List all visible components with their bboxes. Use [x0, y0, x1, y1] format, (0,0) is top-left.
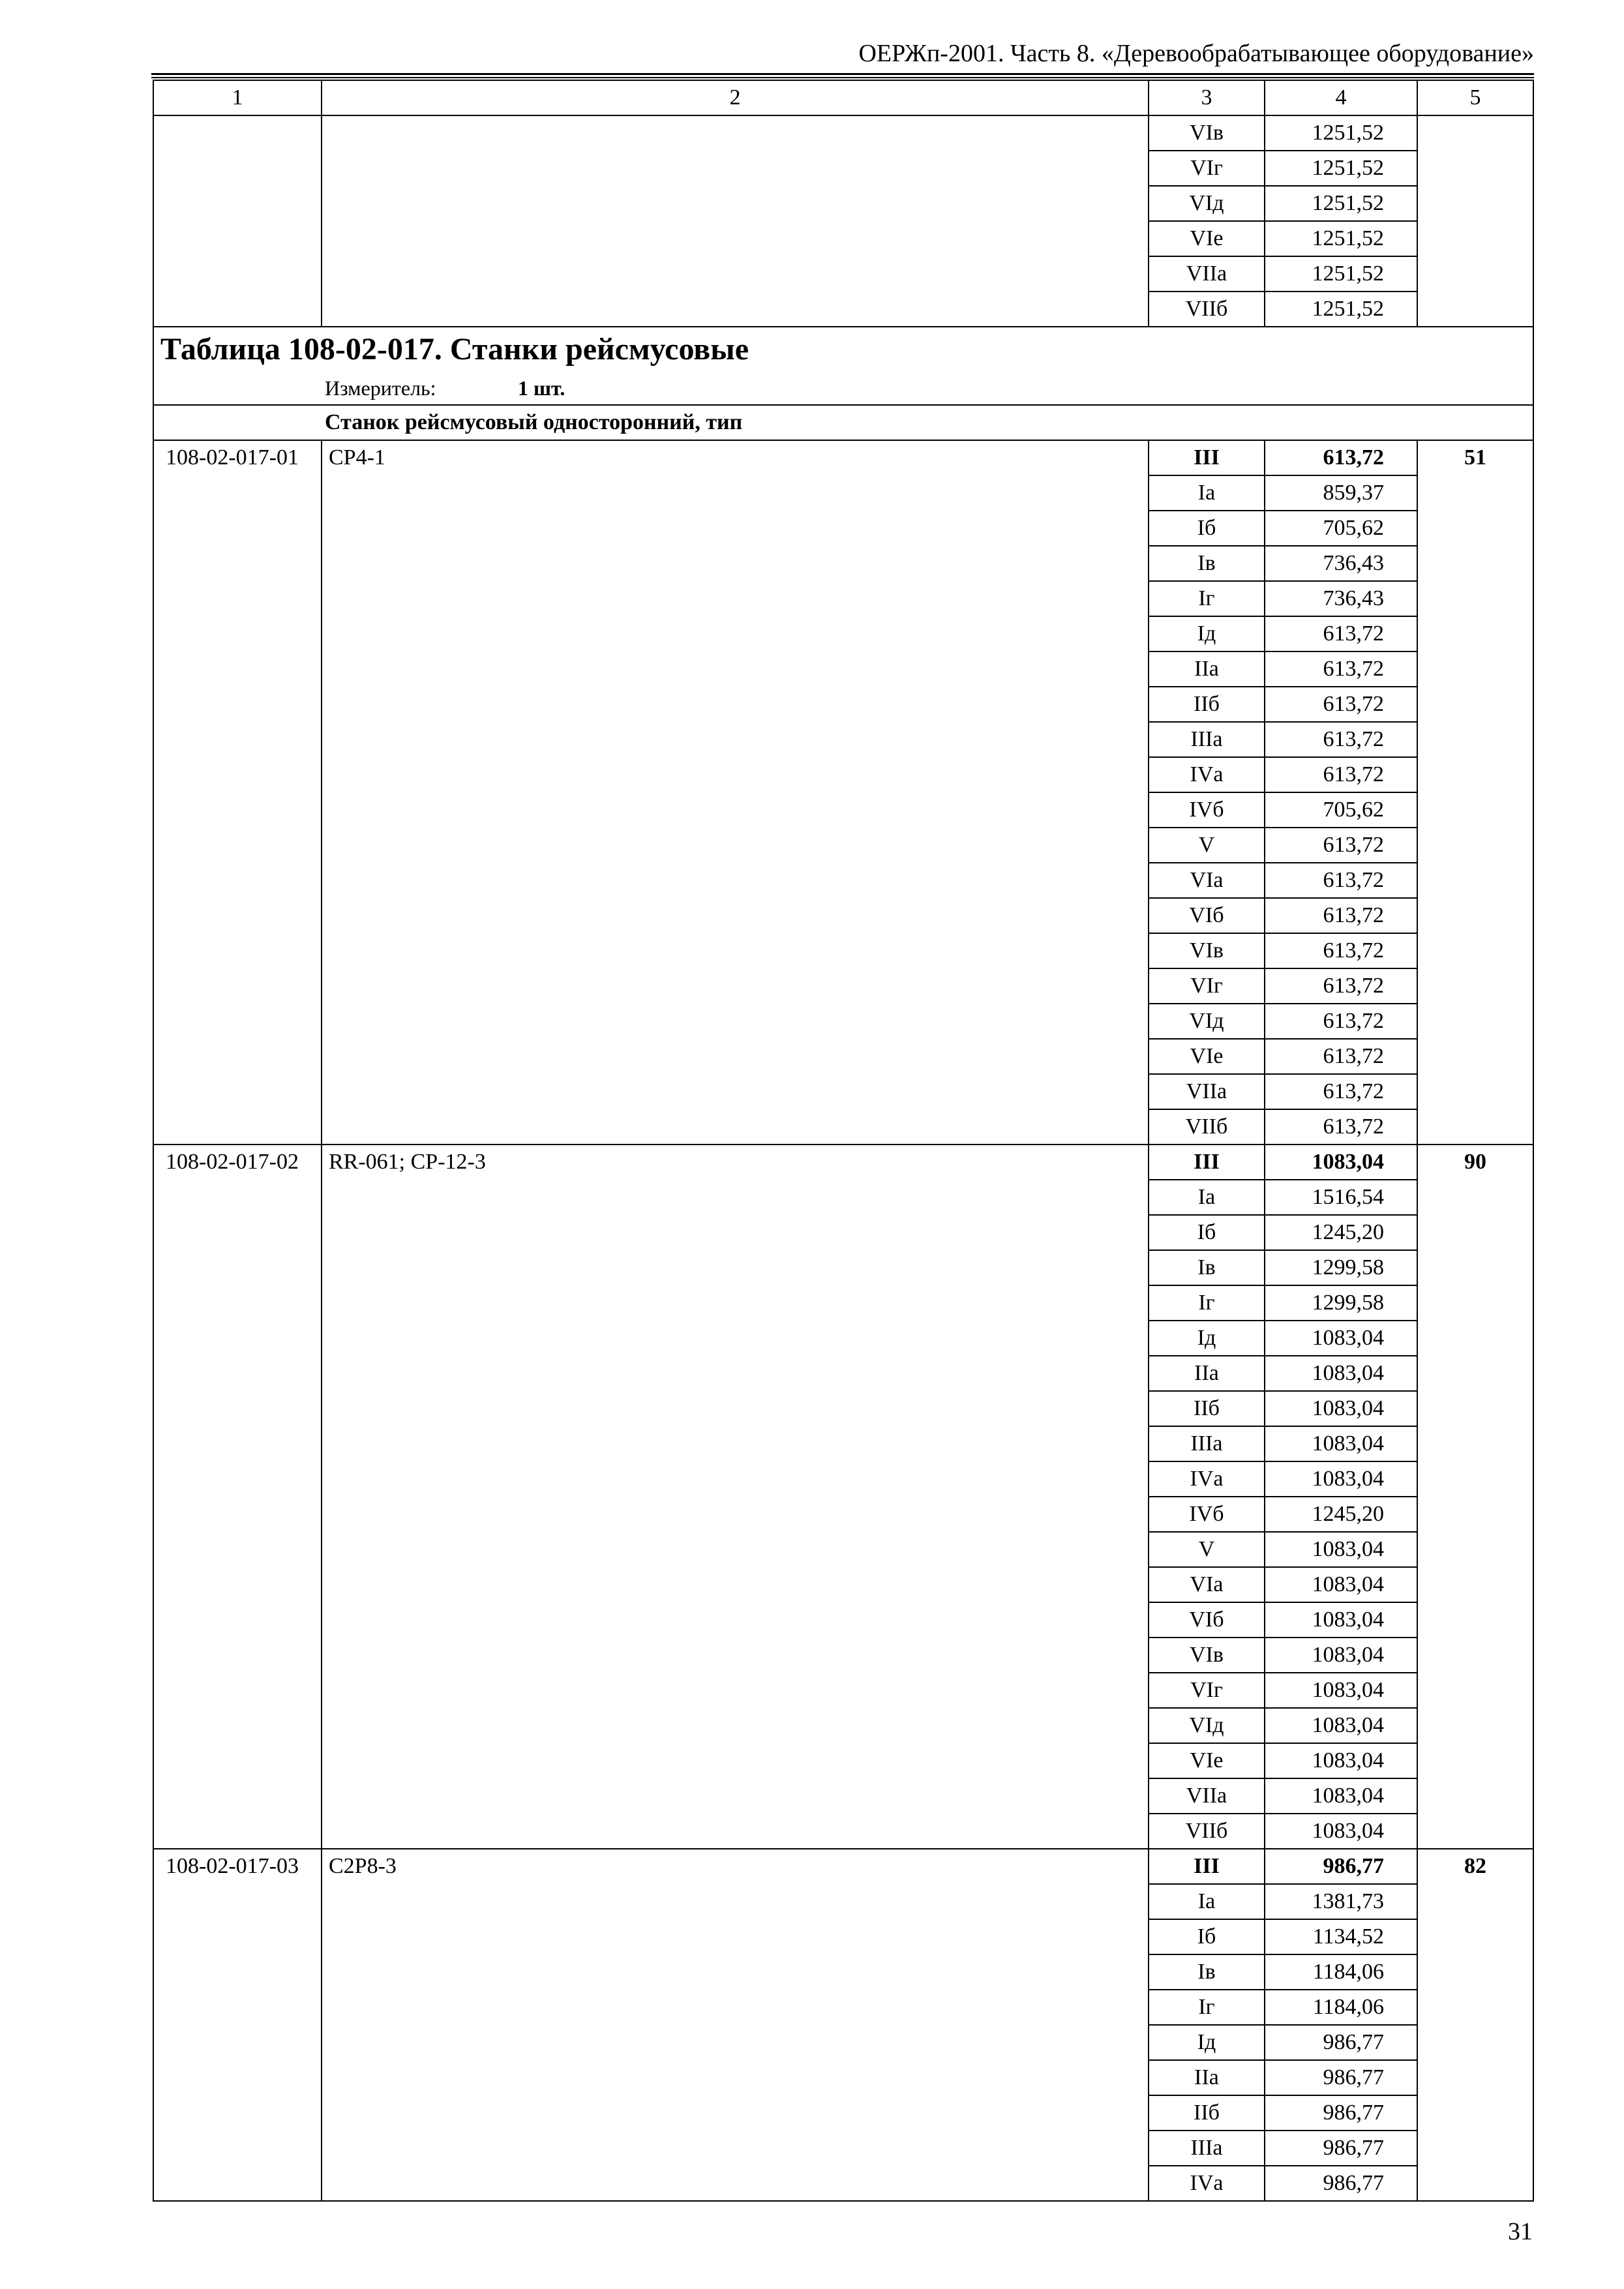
price-cell: 705,62: [1265, 511, 1417, 546]
meter-label: Измеритель:: [325, 376, 436, 400]
zone-cell: VIг: [1149, 151, 1265, 186]
price-cell: 613,72: [1265, 1074, 1417, 1109]
zone-cell: IVа: [1149, 2166, 1265, 2201]
col5-cell: [1417, 115, 1533, 327]
price-cell: 1083,04: [1265, 1356, 1417, 1391]
price-cell: 986,77: [1265, 2166, 1417, 2201]
item-code: 108-02-017-01: [153, 440, 322, 1144]
item-col5: 90: [1417, 1144, 1533, 1849]
zone-cell: VIб: [1149, 898, 1265, 933]
column-number: 3: [1149, 80, 1265, 115]
price-cell: 613,72: [1265, 1039, 1417, 1074]
price-cell: 1245,20: [1265, 1215, 1417, 1250]
zone-cell: VIд: [1149, 186, 1265, 221]
zone-cell: III: [1149, 440, 1265, 475]
zone-cell: IVб: [1149, 1497, 1265, 1532]
price-cell: 1083,04: [1265, 1743, 1417, 1778]
table-row: [153, 1144, 1533, 1180]
zone-cell: Iа: [1149, 1884, 1265, 1919]
zone-cell: VIв: [1149, 115, 1265, 151]
zone-cell: IIIа: [1149, 1426, 1265, 1461]
price-cell: 613,72: [1265, 651, 1417, 687]
zone-cell: VIв: [1149, 933, 1265, 968]
zone-cell: VIд: [1149, 1708, 1265, 1743]
price-cell: 613,72: [1265, 440, 1417, 475]
price-cell: 736,43: [1265, 546, 1417, 581]
price-cell: 859,37: [1265, 475, 1417, 511]
price-cell: 986,77: [1265, 1849, 1417, 1884]
price-cell: 613,72: [1265, 898, 1417, 933]
price-cell: 1083,04: [1265, 1321, 1417, 1356]
price-cell: 613,72: [1265, 1109, 1417, 1144]
price-cell: 1251,52: [1265, 256, 1417, 292]
price-table: [153, 80, 1534, 2202]
zone-cell: VIIб: [1149, 1109, 1265, 1144]
price-cell: 613,72: [1265, 968, 1417, 1004]
column-number-row: [153, 80, 1533, 115]
item-code: 108-02-017-02: [153, 1144, 322, 1849]
item-name: С2Р8-3: [322, 1849, 1149, 2201]
table-row: [153, 1849, 1533, 1884]
zone-cell: IIб: [1149, 1391, 1265, 1426]
zone-cell: VIIб: [1149, 292, 1265, 327]
zone-cell: Iд: [1149, 2025, 1265, 2060]
zone-cell: VIа: [1149, 863, 1265, 898]
table-title: Таблица 108-02-017. Станки рейсмусовые: [160, 332, 749, 367]
zone-cell: VIв: [1149, 1638, 1265, 1673]
zone-cell: Iв: [1149, 1954, 1265, 1990]
price-cell: 613,72: [1265, 722, 1417, 757]
zone-cell: IIIа: [1149, 2131, 1265, 2166]
page-number: 31: [1508, 2218, 1533, 2245]
price-cell: 1083,04: [1265, 1602, 1417, 1638]
zone-cell: Iб: [1149, 1215, 1265, 1250]
price-cell: 613,72: [1265, 687, 1417, 722]
table-row: [153, 115, 1533, 151]
price-cell: 1299,58: [1265, 1285, 1417, 1321]
price-cell: 613,72: [1265, 616, 1417, 651]
zone-cell: Iг: [1149, 1285, 1265, 1321]
zone-cell: VIIа: [1149, 256, 1265, 292]
price-cell: 1083,04: [1265, 1426, 1417, 1461]
zone-cell: III: [1149, 1849, 1265, 1884]
zone-cell: VIе: [1149, 1039, 1265, 1074]
zone-cell: IIа: [1149, 1356, 1265, 1391]
column-number: 2: [322, 80, 1149, 115]
price-cell: 1184,06: [1265, 1954, 1417, 1990]
price-cell: 705,62: [1265, 792, 1417, 828]
price-cell: 1184,06: [1265, 1990, 1417, 2025]
price-cell: 613,72: [1265, 933, 1417, 968]
zone-cell: Iв: [1149, 1250, 1265, 1285]
item-col5: 82: [1417, 1849, 1533, 2201]
zone-cell: VIе: [1149, 221, 1265, 256]
group-heading: Станок рейсмусовый односторонний, тип: [153, 405, 1533, 440]
zone-cell: IVб: [1149, 792, 1265, 828]
zone-cell: VIб: [1149, 1602, 1265, 1638]
zone-cell: Iб: [1149, 511, 1265, 546]
table-row: [153, 440, 1533, 475]
price-cell: 1083,04: [1265, 1814, 1417, 1849]
price-cell: 1516,54: [1265, 1180, 1417, 1215]
item-name: RR-061; СР-12-3: [322, 1144, 1149, 1849]
price-cell: 986,77: [1265, 2095, 1417, 2131]
table-title-cell: [153, 327, 1533, 405]
running-header: ОЕРЖп-2001. Часть 8. «Деревообрабатывающее оборудование»: [858, 40, 1534, 67]
zone-cell: IIа: [1149, 651, 1265, 687]
price-cell: 1381,73: [1265, 1884, 1417, 1919]
zone-cell: VIе: [1149, 1743, 1265, 1778]
price-table-body: [153, 80, 1533, 2201]
price-cell: 1251,52: [1265, 115, 1417, 151]
zone-cell: Iд: [1149, 616, 1265, 651]
zone-cell: V: [1149, 828, 1265, 863]
price-cell: 1251,52: [1265, 221, 1417, 256]
zone-cell: IIб: [1149, 2095, 1265, 2131]
table-title-row: [153, 327, 1533, 405]
zone-cell: Iд: [1149, 1321, 1265, 1356]
zone-cell: Iа: [1149, 475, 1265, 511]
price-cell: 736,43: [1265, 581, 1417, 616]
item-name: СР4-1: [322, 440, 1149, 1144]
price-cell: 1083,04: [1265, 1144, 1417, 1180]
price-cell: 1251,52: [1265, 151, 1417, 186]
price-cell: 1083,04: [1265, 1532, 1417, 1567]
zone-cell: VIг: [1149, 968, 1265, 1004]
price-cell: 1083,04: [1265, 1567, 1417, 1602]
price-cell: 1299,58: [1265, 1250, 1417, 1285]
column-number: 5: [1417, 80, 1533, 115]
price-cell: 1083,04: [1265, 1673, 1417, 1708]
zone-cell: VIа: [1149, 1567, 1265, 1602]
header-rule-thin: [151, 77, 1534, 78]
group-heading-row: [153, 405, 1533, 440]
price-cell: 613,72: [1265, 828, 1417, 863]
price-cell: 613,72: [1265, 1004, 1417, 1039]
zone-cell: VIг: [1149, 1673, 1265, 1708]
item-code: 108-02-017-03: [153, 1849, 322, 2201]
price-cell: 1083,04: [1265, 1708, 1417, 1743]
zone-cell: Iб: [1149, 1919, 1265, 1954]
code-cell: [153, 115, 322, 327]
price-cell: 1245,20: [1265, 1497, 1417, 1532]
header-rule: [151, 73, 1534, 75]
zone-cell: Iа: [1149, 1180, 1265, 1215]
zone-cell: Iв: [1149, 546, 1265, 581]
price-cell: 986,77: [1265, 2060, 1417, 2095]
price-cell: 1083,04: [1265, 1391, 1417, 1426]
zone-cell: Iг: [1149, 581, 1265, 616]
zone-cell: IVа: [1149, 1461, 1265, 1497]
zone-cell: IIб: [1149, 687, 1265, 722]
price-cell: 1083,04: [1265, 1778, 1417, 1814]
price-cell: 1251,52: [1265, 186, 1417, 221]
zone-cell: IIIа: [1149, 722, 1265, 757]
price-cell: 1134,52: [1265, 1919, 1417, 1954]
column-number: 1: [153, 80, 322, 115]
price-cell: 986,77: [1265, 2025, 1417, 2060]
price-cell: 1083,04: [1265, 1461, 1417, 1497]
zone-cell: IIа: [1149, 2060, 1265, 2095]
zone-cell: III: [1149, 1144, 1265, 1180]
column-number: 4: [1265, 80, 1417, 115]
price-cell: 613,72: [1265, 757, 1417, 792]
zone-cell: Iг: [1149, 1990, 1265, 2025]
item-col5: 51: [1417, 440, 1533, 1144]
name-cell: [322, 115, 1149, 327]
zone-cell: VIIа: [1149, 1074, 1265, 1109]
zone-cell: IVа: [1149, 757, 1265, 792]
price-cell: 1083,04: [1265, 1638, 1417, 1673]
meter-line: [154, 372, 1533, 404]
zone-cell: VIIа: [1149, 1778, 1265, 1814]
zone-cell: VIIб: [1149, 1814, 1265, 1849]
zone-cell: V: [1149, 1532, 1265, 1567]
price-cell: 986,77: [1265, 2131, 1417, 2166]
price-cell: 1251,52: [1265, 292, 1417, 327]
price-cell: 613,72: [1265, 863, 1417, 898]
meter-value: 1 шт.: [518, 376, 565, 400]
zone-cell: VIд: [1149, 1004, 1265, 1039]
